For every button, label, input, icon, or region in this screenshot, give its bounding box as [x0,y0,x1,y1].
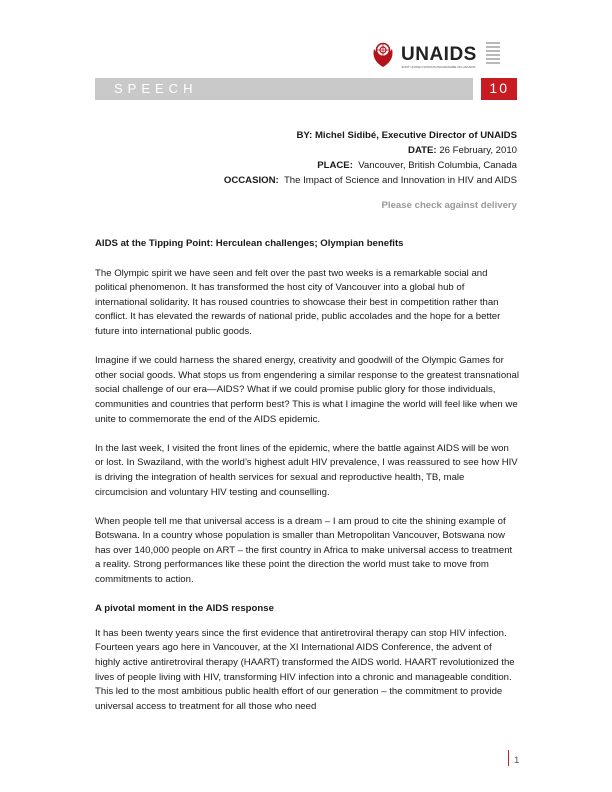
speech-title: AIDS at the Tipping Point: Herculean challenges; Olympian benefits [95,238,404,249]
unaids-logo [368,38,518,70]
paragraph: Imagine if we could harness the shared energy, creativity and goodwill of the Olympic Games for other social goods. What stops us from engendering a similar response to the greatest transnational social challenge of our era—AIDS? What if we could promise public glory for those individuals, communities and countries that perform best? This is what I imagine the world will feel like when we unite to commemorate the end of the AIDS epidemic. [95,355,519,425]
paragraph: When people tell me that universal access is a dream – I am proud to cite the shining example of Botswana. In a country whose population is smaller than Metropolitan Vancouver, Botswana now has over 140,000 people on ART – the first country in Africa to make universal access to treatment a reality. Strong performances like these point the direction the world must take to move from commitments to action. [95,515,513,586]
speech-body [95,237,519,729]
speech-number-box [481,78,517,100]
meta-date: DATE: 26 February, 2010 [408,145,517,156]
logo-cosponsor-marks [486,42,500,66]
paragraph: In the last week, I visited the front lines of the epidemic, where the battle against AIDS will be won or lost. In Swaziland, with the world’s highest adult HIV prevalence, I was reassured to see how HIV is driving the integration of health services for sexual and reproductive health, TB, male circumcision and voluntary HIV testing and counselling. [95,442,518,498]
paragraph: The Olympic spirit we have seen and felt over the past two weeks is a remarkable social and political phenomenon. It has transformed the host city of Vancouver into a global hub of international solidarity. It has roused countries to showcase their best in competition rather than conflict. It has elevated the rewards of national pride, public accolades and the hope for a better future into international public goods. [95,267,501,337]
meta-place: PLACE: Vancouver, British Columbia, Canada [317,160,517,171]
meta-by: BY: Michel Sidibé, Executive Director of UNAIDS [296,130,517,141]
delivery-note: Please check against delivery [381,200,517,211]
speech-header-bar [95,78,473,100]
logo-tagline: JOINT UNITED NATIONS PROGRAMME ON HIV/AIDS [401,65,476,69]
speech-number: 10 [489,80,509,96]
paragraph: It has been twenty years since the first evidence that antiretroviral therapy can stop HIV infection. Fourteen years ago here in Vancouver, at the XI International AIDS Conference, the advent of highly active antiretroviral therapy (HAART) transformed the AIDS world. HAART revolutionized the lives of people living with HIV, transforming HIV infection into a chronic and manageable condition. This led to the most ambitious public health effort of our generation – the commitment to provide universal access to treatment for all those who need [95,627,515,712]
meta-occasion: OCCASION: The Impact of Science and Innovation in HIV and AIDS [223,175,517,186]
section-heading: A pivotal moment in the AIDS response [95,603,274,615]
speech-meta [224,128,517,188]
un-emblem-icon [368,40,398,70]
speech-label: SPEECH [114,81,198,96]
page-number: 1 [508,750,519,766]
logo-wordmark: UNAIDS [401,44,477,65]
